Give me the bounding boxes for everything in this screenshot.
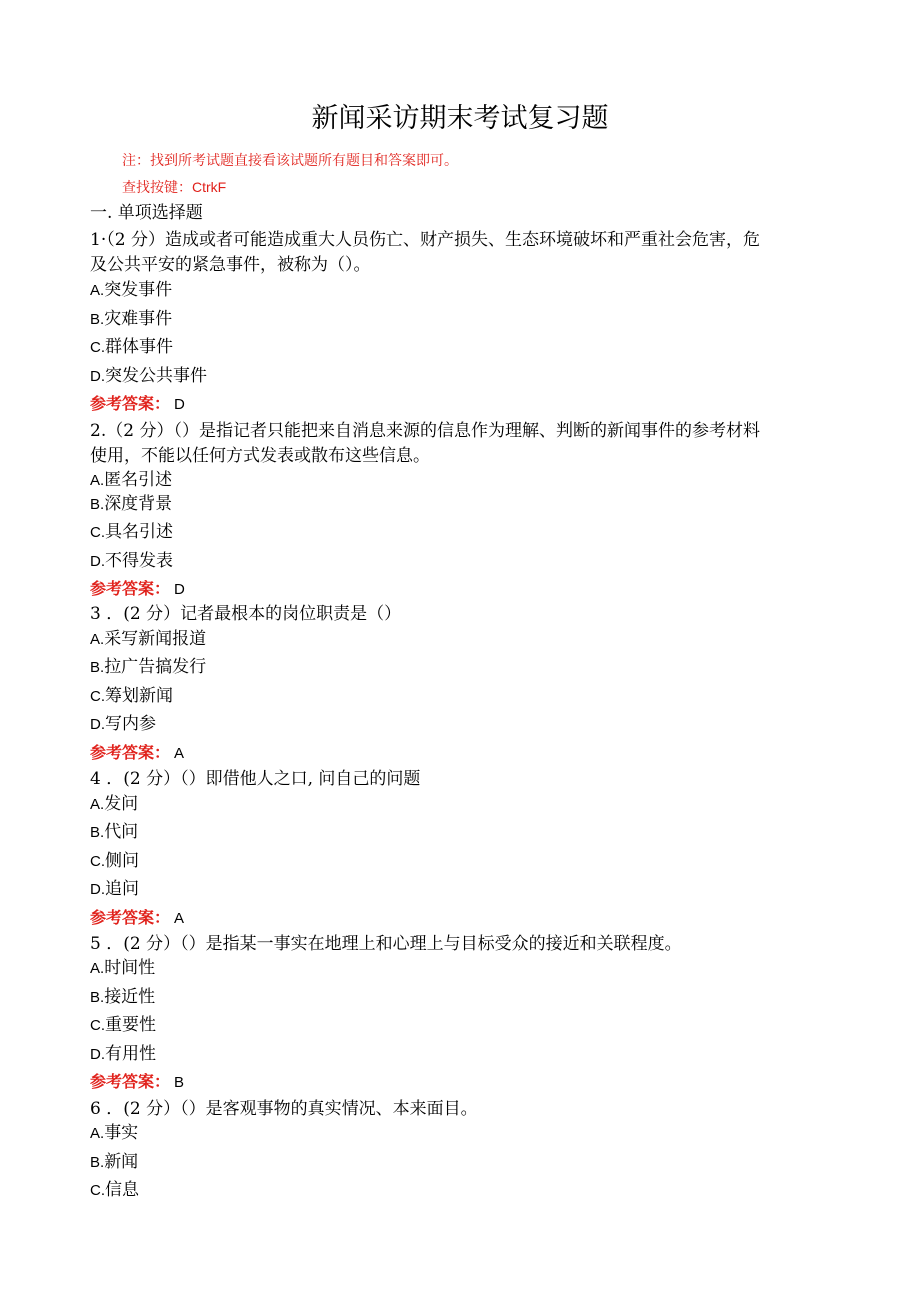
option-item <box>90 846 139 871</box>
question-stem-line: 及公共平安的紧急事件，被称为（）。 <box>90 255 371 275</box>
option-item <box>90 652 206 677</box>
option-letter: A. <box>90 472 105 489</box>
option-item <box>90 517 173 542</box>
option-letter: C. <box>90 1182 105 1199</box>
answer-label: 参考答案： <box>90 1072 171 1091</box>
option-item <box>90 1118 138 1143</box>
option-letter: A. <box>90 282 105 299</box>
option-item <box>90 874 139 899</box>
option-item <box>90 332 173 357</box>
question-stem-line: 2.（2 分）（）是指记者只能把来自消息来源的信息作为理解、判断的新闻事件的参考材料 <box>90 421 760 441</box>
option-text: 新闻 <box>104 1152 139 1172</box>
answer-value: B <box>174 1074 185 1091</box>
option-text: 追问 <box>105 879 139 899</box>
option-item <box>90 275 172 300</box>
option-letter: A. <box>90 960 105 977</box>
option-letter: C. <box>90 524 105 541</box>
option-item <box>90 709 156 734</box>
option-text: 接近性 <box>104 987 156 1007</box>
answer-value: D <box>174 396 185 413</box>
option-item <box>90 953 155 978</box>
note-search-key: 查找按键：CtrkF <box>122 179 227 195</box>
option-item <box>90 624 206 649</box>
answer-label: 参考答案： <box>90 579 171 598</box>
option-text: 突发事件 <box>104 280 173 300</box>
option-letter: D. <box>90 716 105 733</box>
section-heading: 一. 单项选择题 <box>90 203 203 223</box>
option-item <box>90 361 207 386</box>
question-stem-line: 3 ．(2 分）记者最根本的岗位职责是（） <box>90 604 402 624</box>
option-letter: A. <box>90 1125 105 1142</box>
option-text: 写内参 <box>105 714 156 734</box>
note-instruction: 注：找到所考试题直接看该试题所有题目和答案即可。 <box>122 152 458 168</box>
option-letter: B. <box>90 1154 105 1171</box>
option-text: 采写新闻报道 <box>104 629 207 649</box>
option-item <box>90 465 172 490</box>
option-text: 具名引述 <box>105 522 173 542</box>
question-stem-line: 5 ．(2 分）（）是指某一事实在地理上和心理上与目标受众的接近和关联程度。 <box>90 934 682 954</box>
option-letter: C. <box>90 853 105 870</box>
answer-label: 参考答案： <box>90 743 171 762</box>
option-letter: B. <box>90 311 105 328</box>
option-item <box>90 489 172 514</box>
document-title: 新闻采访期末考试复习题 <box>311 103 609 134</box>
option-letter: B. <box>90 989 105 1006</box>
option-item <box>90 982 155 1007</box>
answer-label: 参考答案： <box>90 908 171 927</box>
option-text: 匿名引述 <box>104 470 173 490</box>
option-letter: D. <box>90 881 105 898</box>
option-letter: C. <box>90 688 105 705</box>
answer-line <box>90 740 184 763</box>
answer-value: A <box>174 745 185 762</box>
option-text: 灾难事件 <box>104 309 173 329</box>
option-item <box>90 1175 139 1200</box>
option-text: 代问 <box>104 822 139 842</box>
option-text: 时间性 <box>104 958 156 978</box>
option-letter: D. <box>90 553 105 570</box>
option-text: 侧问 <box>105 851 139 871</box>
option-letter: D. <box>90 368 105 385</box>
option-text: 不得发表 <box>105 551 173 571</box>
question-stem-line: 1·（2 分）造成或者可能造成重大人员伤亡、财产损失、生态环境破坏和严重社会危害，危 <box>90 230 760 250</box>
option-text: 深度背景 <box>104 494 173 514</box>
answer-label: 参考答案： <box>90 394 171 413</box>
option-text: 事实 <box>104 1123 139 1143</box>
answer-line <box>90 576 185 599</box>
option-text: 筹划新闻 <box>105 686 173 706</box>
option-item <box>90 304 172 329</box>
option-text: 重要性 <box>105 1015 156 1035</box>
option-text: 有用性 <box>105 1044 156 1064</box>
question-stem-line: 使用，不能以任何方式发表或散布这些信息。 <box>90 446 430 466</box>
option-text: 突发公共事件 <box>105 366 207 386</box>
answer-line <box>90 1069 184 1092</box>
option-item <box>90 546 173 571</box>
option-text: 发问 <box>104 794 139 814</box>
option-letter: B. <box>90 659 105 676</box>
option-letter: C. <box>90 339 105 356</box>
option-item <box>90 789 138 814</box>
answer-line <box>90 905 184 928</box>
option-letter: C. <box>90 1017 105 1034</box>
option-text: 信息 <box>105 1180 139 1200</box>
answer-line <box>90 391 185 414</box>
option-letter: B. <box>90 496 105 513</box>
option-text: 拉广告搞发行 <box>104 657 207 677</box>
option-letter: A. <box>90 796 105 813</box>
option-item <box>90 1010 156 1035</box>
question-stem-line: 4 ．(2 分）（）即借他人之口, 问自己的问题 <box>90 769 421 789</box>
answer-value: A <box>174 910 185 927</box>
option-letter: A. <box>90 631 105 648</box>
question-stem-line: 6 ．(2 分）（）是客观事物的真实情况、本来面目。 <box>90 1099 478 1119</box>
option-letter: B. <box>90 824 105 841</box>
answer-value: D <box>174 581 185 598</box>
option-letter: D. <box>90 1046 105 1063</box>
option-item <box>90 1147 138 1172</box>
option-item <box>90 681 173 706</box>
option-text: 群体事件 <box>105 337 173 357</box>
option-item <box>90 817 138 842</box>
option-item <box>90 1039 156 1064</box>
